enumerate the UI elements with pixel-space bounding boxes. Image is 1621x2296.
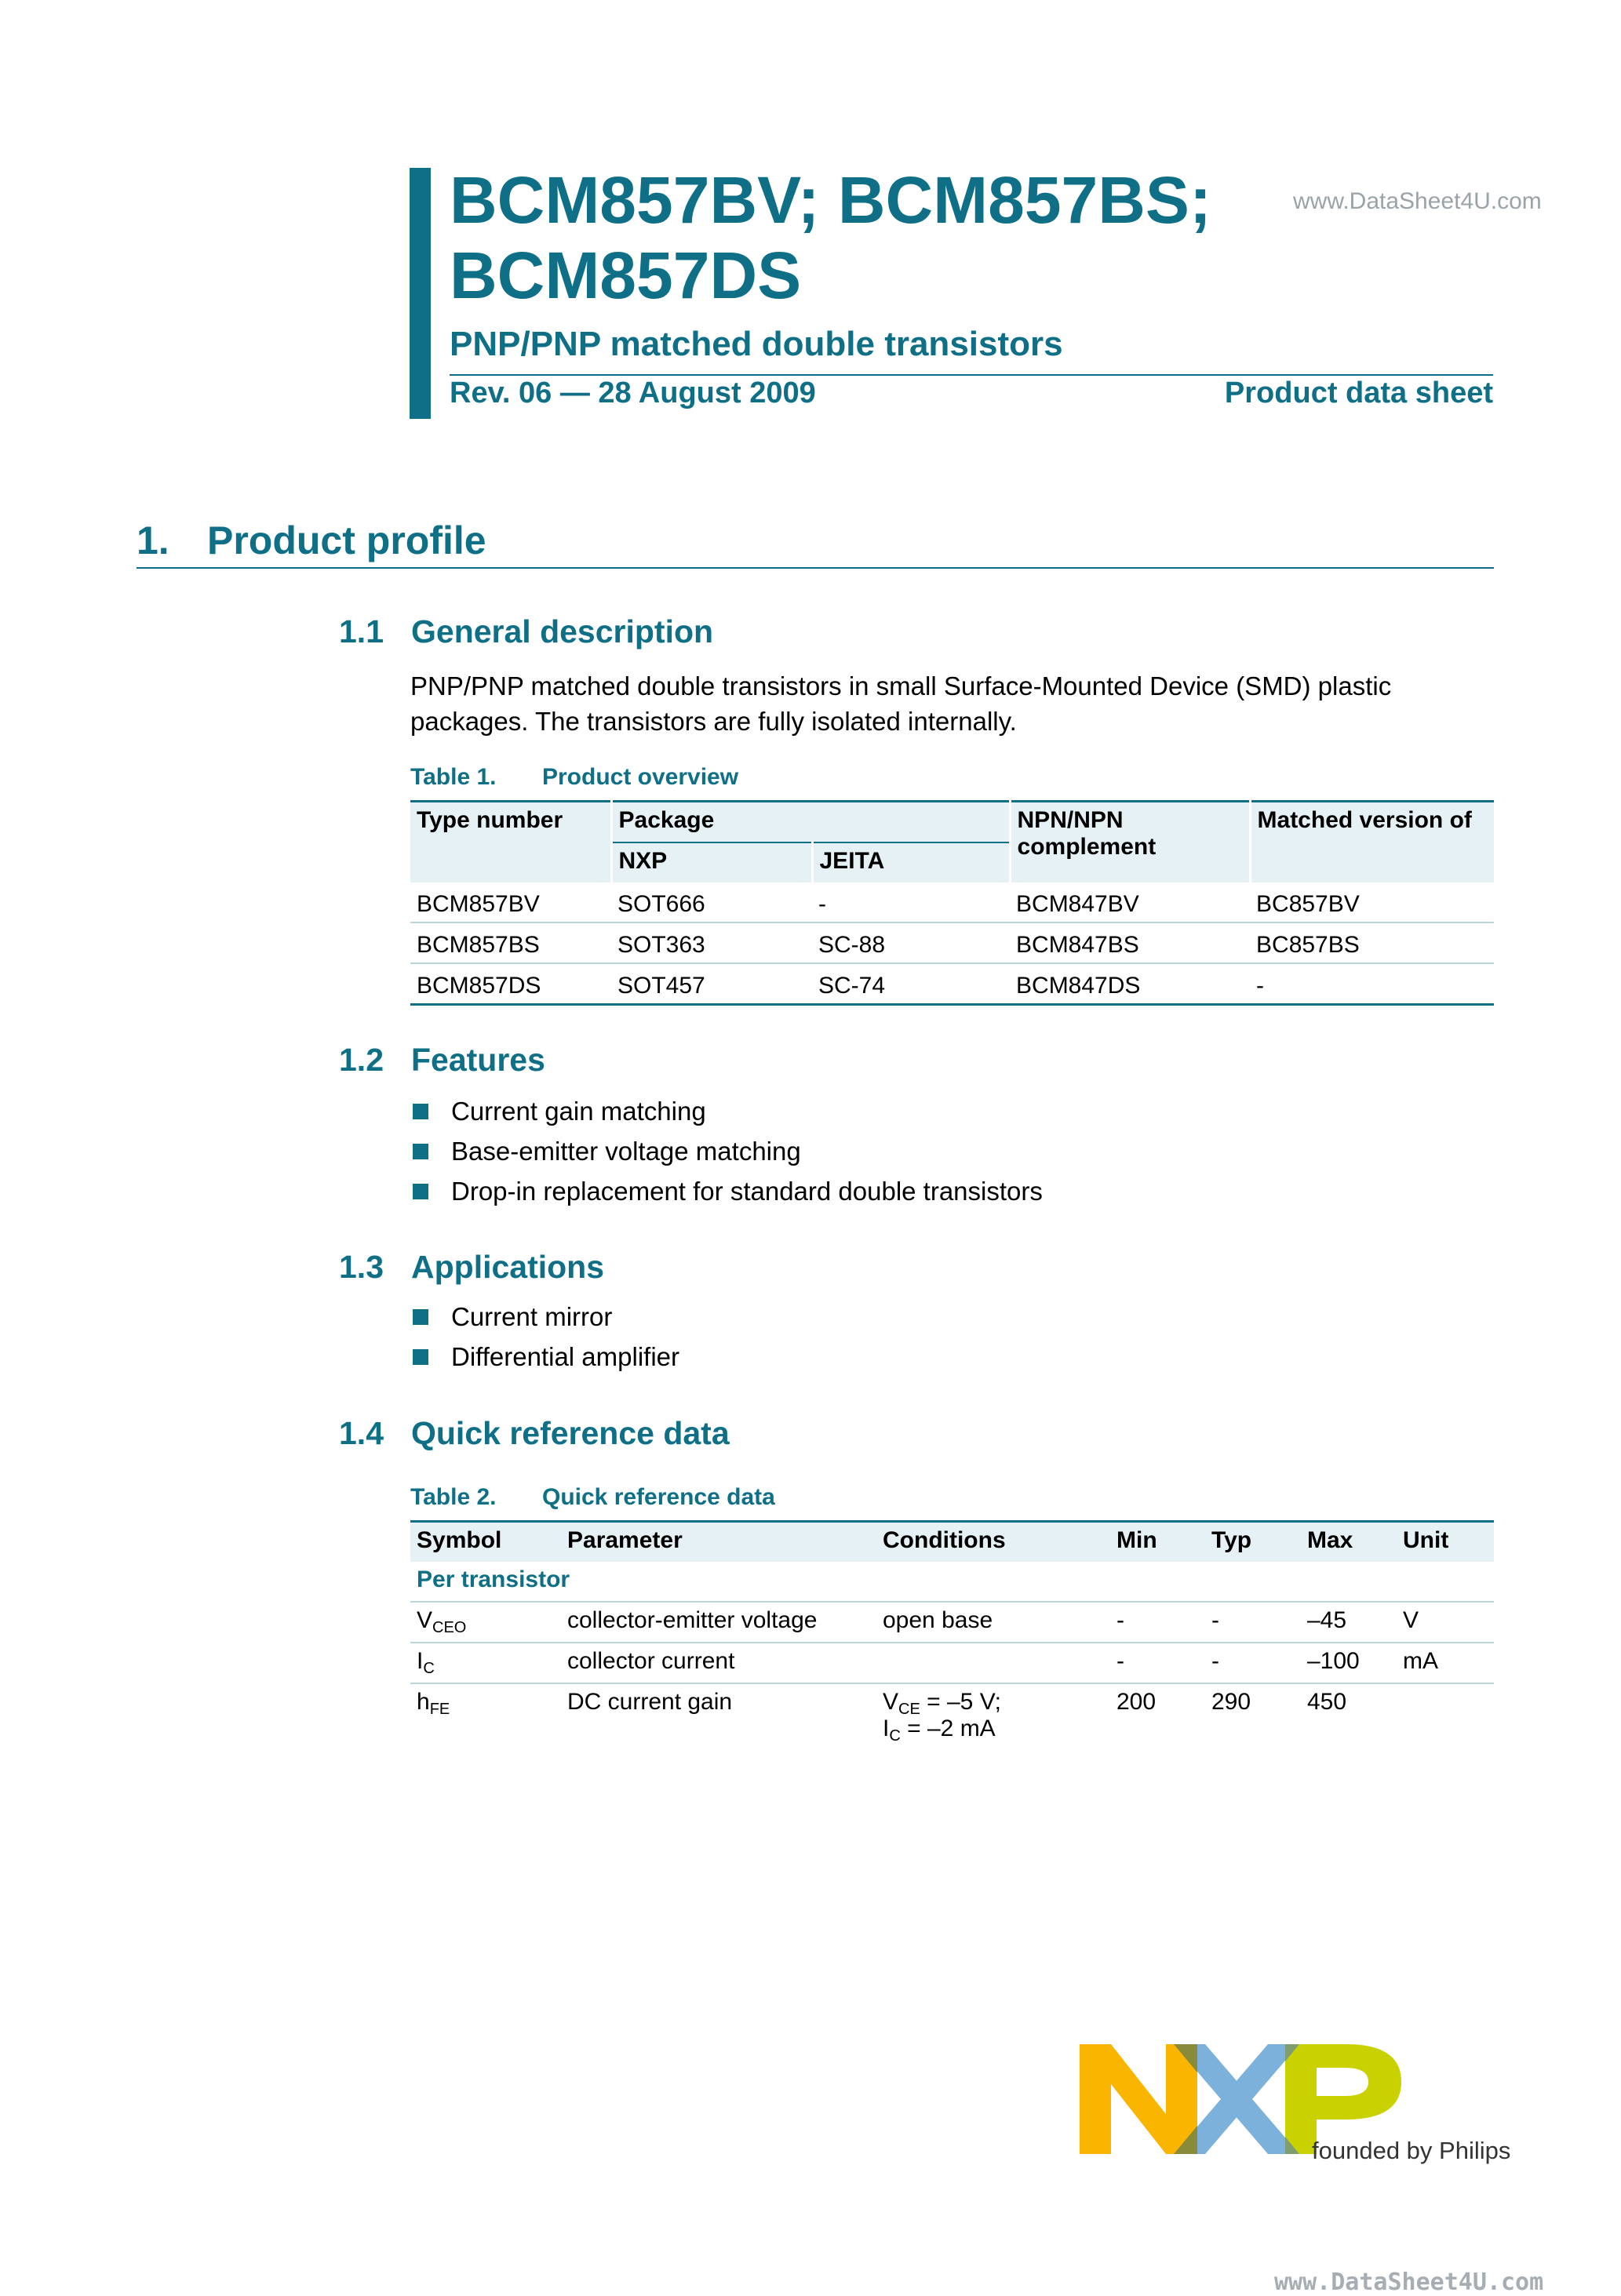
- header-typ: Typ: [1205, 1522, 1301, 1563]
- list-item: [410, 1339, 679, 1379]
- header-min: Min: [1110, 1522, 1205, 1563]
- cell-max: –100: [1301, 1643, 1397, 1683]
- bullet-square-icon: [413, 1309, 428, 1325]
- bullet-square-icon: [413, 1349, 428, 1365]
- product-overview-table: [410, 800, 1494, 1006]
- cell-matched: BC857BV: [1256, 891, 1360, 917]
- section-heading-product-profile: [137, 518, 486, 563]
- list-item: [410, 1173, 1043, 1213]
- cell-parameter: collector-emitter voltage: [561, 1602, 876, 1643]
- features-list: [410, 1093, 1043, 1213]
- subsection-number: 1.4: [339, 1415, 384, 1451]
- cell-matched: BC857BS: [1250, 922, 1494, 963]
- table-row: [410, 882, 1494, 922]
- cell-type-number: BCM857BV: [417, 891, 540, 917]
- header-divider: [450, 374, 1493, 376]
- cell-unit: mA: [1397, 1643, 1494, 1683]
- header-symbol: Symbol: [410, 1522, 561, 1563]
- table1-caption-number: Table 1.: [410, 764, 497, 790]
- list-item: [410, 1133, 1043, 1173]
- subsection-title: Quick reference data: [411, 1415, 730, 1451]
- subsection-title: Applications: [411, 1249, 605, 1285]
- table2-caption-title: Quick reference data: [542, 1484, 775, 1510]
- doc-subtitle: PNP/PNP matched double transistors: [450, 325, 1063, 363]
- header-jeita: JEITA: [812, 842, 1010, 882]
- cell-unit: [1397, 1683, 1494, 1758]
- header-conditions: Conditions: [876, 1522, 1110, 1563]
- cell-conditions: open base: [876, 1602, 1110, 1643]
- header-max: Max: [1301, 1522, 1397, 1563]
- doc-title-line-2: BCM857DS: [450, 238, 802, 312]
- bullet-square-icon: [413, 1184, 428, 1199]
- doc-title-line-1: BCM857BV; BCM857BS;: [450, 163, 1211, 237]
- table2-caption: [410, 1484, 775, 1511]
- table1-caption-title: Product overview: [542, 764, 739, 790]
- cell-min: 200: [1116, 1689, 1157, 1715]
- cell-symbol: $h_{FE}$: [417, 1689, 450, 1718]
- cell-min: -: [1110, 1643, 1205, 1683]
- subsection-heading-general-description: [339, 613, 713, 650]
- cell-typ: 290: [1211, 1689, 1251, 1715]
- section-title: Product profile: [207, 519, 486, 562]
- bullet-square-icon: [413, 1144, 428, 1159]
- title-accent-bar: [410, 168, 431, 419]
- table-row: [410, 1683, 1494, 1758]
- header-matched-version: Matched version of: [1250, 802, 1494, 883]
- cell-symbol: $I_C$: [410, 1643, 561, 1683]
- header-nxp: NXP: [611, 842, 812, 882]
- section-divider: [137, 567, 1494, 569]
- table2-caption-number: Table 2.: [410, 1484, 497, 1510]
- table-row: [410, 1643, 1494, 1683]
- cell-typ: -: [1205, 1643, 1301, 1683]
- subsection-number: 1.3: [339, 1249, 384, 1285]
- header-complement: NPN/NPN complement: [1010, 802, 1250, 883]
- cell-complement: BCM847DS: [1010, 963, 1250, 1005]
- table1-caption: [410, 764, 738, 791]
- watermark-bottom: www.DataSheet4U.com: [1274, 2269, 1544, 2296]
- table-row: [410, 1602, 1494, 1643]
- cell-nxp: SOT363: [611, 922, 812, 963]
- subsection-heading-features: [339, 1042, 545, 1079]
- cell-jeita: -: [818, 891, 826, 917]
- cell-unit: V: [1397, 1602, 1494, 1643]
- subsection-heading-applications: [339, 1249, 604, 1286]
- list-item-text: Current gain matching: [451, 1097, 706, 1126]
- list-item-text: Current mirror: [451, 1302, 613, 1331]
- header-type-number: Type number: [410, 802, 611, 883]
- cell-conditions: [876, 1643, 1110, 1683]
- cell-max: 450: [1307, 1689, 1347, 1715]
- cell-parameter: DC current gain: [567, 1689, 733, 1715]
- cell-symbol: $V_{CEO}$: [410, 1602, 561, 1643]
- cell-complement: BCM847BV: [1016, 891, 1139, 917]
- header-package: Package: [611, 802, 1010, 843]
- cell-max: –45: [1301, 1602, 1397, 1643]
- cell-conditions: $V_{CE} = -5$ V; $I_C = -2$ mA: [883, 1689, 1001, 1745]
- cell-type-number: BCM857BS: [410, 922, 611, 963]
- general-description-text: PNP/PNP matched double transistors in small Surface-Mounted Device (SMD) plastic packages. The transistors are fully isolated internally.: [410, 671, 1392, 736]
- list-item: [410, 1299, 679, 1339]
- subsection-title: General description: [411, 613, 714, 650]
- quick-reference-table: [410, 1520, 1494, 1758]
- applications-list: [410, 1299, 679, 1379]
- table-group-row: [410, 1562, 1494, 1602]
- cell-jeita: SC-88: [812, 922, 1010, 963]
- cell-nxp: SOT457: [611, 963, 812, 1005]
- group-label: Per transistor: [410, 1562, 1494, 1602]
- cell-matched: -: [1250, 963, 1494, 1005]
- header-unit: Unit: [1397, 1522, 1494, 1563]
- watermark-top: www.DataSheet4U.com: [1293, 188, 1542, 214]
- cell-complement: BCM847BS: [1010, 922, 1250, 963]
- subsection-title: Features: [411, 1042, 545, 1078]
- cell-jeita: SC-74: [812, 963, 1010, 1005]
- table-row: [410, 963, 1494, 1005]
- list-item: [410, 1093, 1043, 1133]
- table-row: [410, 922, 1494, 963]
- list-item-text: Drop-in replacement for standard double transistors: [451, 1177, 1043, 1206]
- section-number: 1.: [137, 519, 169, 562]
- subsection-number: 1.1: [339, 613, 384, 650]
- list-item-text: Base-emitter voltage matching: [451, 1137, 801, 1166]
- list-item-text: Differential amplifier: [451, 1342, 680, 1371]
- subsection-number: 1.2: [339, 1042, 384, 1078]
- cell-type-number: BCM857DS: [410, 963, 611, 1005]
- revision-info: Rev. 06 — 28 August 2009: [450, 377, 816, 409]
- logo-tagline: founded by Philips: [1312, 2137, 1511, 2164]
- cell-typ: -: [1205, 1602, 1301, 1643]
- cell-parameter: collector current: [561, 1643, 876, 1683]
- header-parameter: Parameter: [561, 1522, 876, 1563]
- cell-nxp: SOT666: [617, 891, 705, 917]
- bullet-square-icon: [413, 1104, 428, 1119]
- subsection-heading-quick-reference: [339, 1415, 730, 1452]
- document-type: Product data sheet: [1224, 377, 1493, 409]
- cell-min: -: [1110, 1602, 1205, 1643]
